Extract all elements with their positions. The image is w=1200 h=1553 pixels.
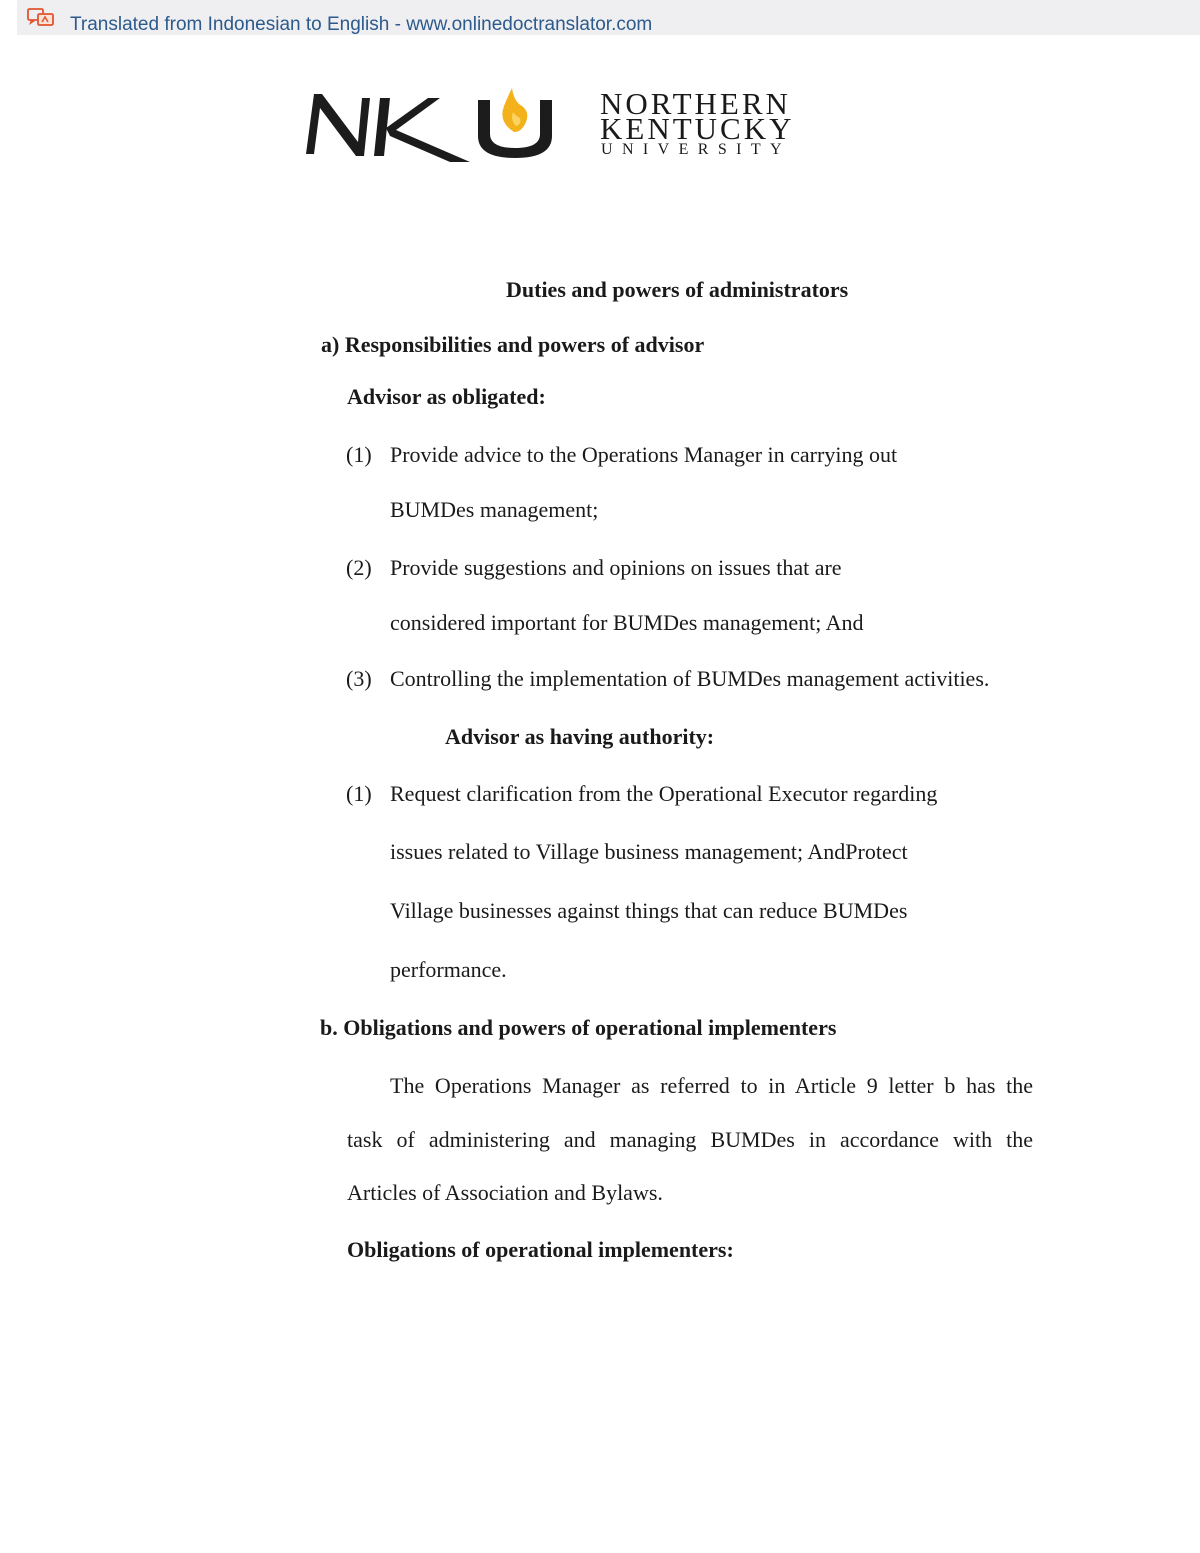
advisor-authority-heading: Advisor as having authority:	[445, 724, 715, 749]
paragraph-line: Articles of Association and Bylaws.	[347, 1180, 663, 1205]
operational-obligations-heading: Obligations of operational implementers:	[347, 1237, 734, 1262]
list-number: (3)	[346, 666, 372, 691]
list-number: (1)	[346, 781, 372, 806]
translation-banner-link[interactable]: Translated from Indonesian to English - www.onlinedoctranslator.com	[70, 14, 653, 35]
list-item-continuation: considered important for BUMDes management; And	[390, 610, 864, 635]
logo-name-kentucky: KENTUCKY	[600, 111, 795, 146]
section-b-heading: b. Obligations and powers of operational implementers	[320, 1015, 837, 1040]
university-logo	[300, 76, 884, 168]
logo-name-northern: NORTHERN	[600, 86, 791, 121]
nku-logo-mark	[300, 76, 590, 168]
list-item-continuation: BUMDes management;	[390, 497, 599, 522]
paragraph-line: task of administering and managing BUMDes in accordance with the	[347, 1127, 1033, 1152]
list-item: Controlling the implementation of BUMDes management activities.	[390, 666, 990, 691]
paragraph-line: The Operations Manager as referred to in Article 9 letter b has the	[390, 1073, 1033, 1098]
page-title: Duties and powers of administrators	[506, 277, 849, 302]
advisor-obligated-heading: Advisor as obligated:	[347, 384, 546, 409]
list-item-continuation: Village businesses against things that can reduce BUMDes	[390, 898, 908, 923]
list-number: (2)	[346, 555, 372, 580]
logo-name-university: UNIVERSITY	[601, 141, 791, 158]
list-item: Request clarification from the Operational Executor regarding	[390, 781, 938, 806]
translate-icon	[27, 7, 55, 29]
translation-banner	[17, 0, 1200, 35]
list-item: Provide advice to the Operations Manager in carrying out	[390, 442, 898, 467]
section-a-heading: a) Responsibilities and powers of advisor	[321, 332, 705, 357]
list-number: (1)	[346, 442, 372, 467]
list-item: Provide suggestions and opinions on issues that are	[390, 555, 842, 580]
list-item-continuation: performance.	[390, 957, 507, 982]
list-item-continuation: issues related to Village business management; AndProtect	[390, 839, 908, 864]
